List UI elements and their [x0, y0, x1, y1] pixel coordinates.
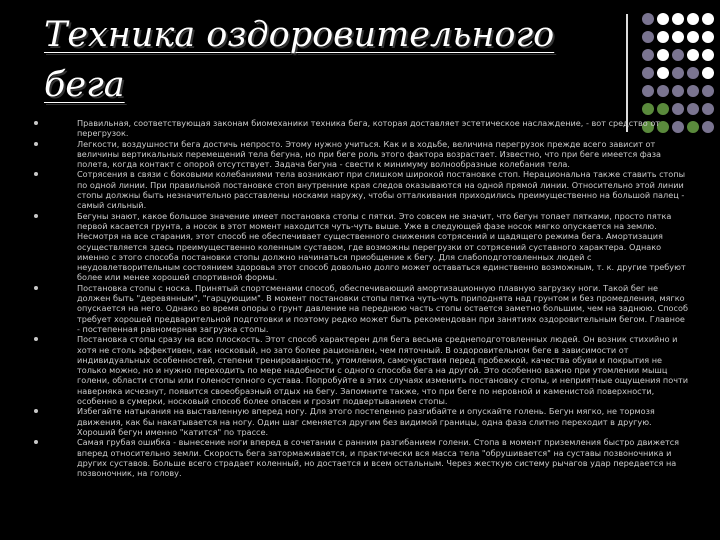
- decorative-dot-icon: [657, 67, 669, 79]
- bullet-dot-icon: [34, 286, 38, 290]
- decorative-dot-icon: [672, 85, 684, 97]
- bullet-text: Постановка стопы сразу на всю плоскость. Этот способ характерен для бега весьма среднеподготовленных людей. Он возник стихийно и хотя не столь эффективен, как носковый, но зато более рационален, чем пяточный. В оздоровительном беге в зависимости от индивидуальных особенностей, степени тренированности, утомления, самочувствия перед пробежкой, качества обуви и покрытия не только можно, но и нужно переходить по мере надобности с одного способа бега на другой. Это особенно важно при утомлении мышц голени, области стопы или голеностопного сустава. Попробуйте в этих случаях изменить постановку стопы, и неприятные ощущения почти наверняка исчезнут, появится своеобразный отдых на бегу. Запомните также, что при беге по неровной и каменистой поверхности, особенно в сумерки, носковый способ более опасен и грозит подвертыванием стопы.: [77, 334, 689, 407]
- bullet-dot-icon: [34, 214, 38, 218]
- decorative-dot-icon: [687, 49, 699, 61]
- slide-title: [44, 10, 604, 110]
- slide-title-line-2: бега: [44, 65, 125, 105]
- decorative-dot-icon: [657, 31, 669, 43]
- bullet-item: [34, 211, 689, 283]
- bullet-item: [34, 283, 689, 334]
- decorative-dot-icon: [702, 13, 714, 25]
- decorative-dot-icon: [657, 85, 669, 97]
- decorative-dot-icon: [702, 49, 714, 61]
- decorative-dot-icon: [642, 85, 654, 97]
- decorative-dot-icon: [642, 49, 654, 61]
- decorative-dot-icon: [702, 121, 714, 133]
- bullet-text: Легкости, воздушности бега достичь непросто. Этому нужно учиться. Как и в ходьбе, величина перегрузок прежде всего зависит от величины вертикальных перемещений тела бегуна, но при беге роль этого фактора возрастает. Известно, что при беге имеется фаза полета, когда контакт с опорой отсутствует. Задача бегуна - свести к минимуму волнообразные колебания тела.: [77, 138, 662, 170]
- decorative-dot-icon: [657, 103, 669, 115]
- decorative-dot-icon: [687, 85, 699, 97]
- bullet-item: [34, 139, 689, 170]
- decorative-dot-icon: [687, 31, 699, 43]
- decorative-divider: [626, 14, 628, 132]
- bullet-dot-icon: [34, 121, 38, 125]
- dot-row: [642, 85, 720, 103]
- decorative-dot-icon: [657, 13, 669, 25]
- decorative-dot-icon: [702, 103, 714, 115]
- bullet-text: Бегуны знают, какое большое значение имеет постановка стопы с пятки. Это совсем не значит, что бегун топает пятками, просто пятка первой касается грунта, а носок в этот момент находится чуть-чуть выше. Уже в следующей фазе носок мягко опускается на землю. Несмотря на все старания, этот способ не обеспечивает существенного снижения сотрясений и щадящего режима бега. Амортизация осуществляется здесь преимущественно коленным суставом, где возможны перегрузки от сотрясений суставного характера. Однако именно с этого способа постановки стопы должно начинаться приобщение к бегу. Для слабоподготовленных людей с неудовлетворительным состоянием здоровья этот способ довольно долго может оставаться единственно возможным, т. к. другие требуют более или менее хорошей спортивной формы.: [77, 210, 686, 283]
- decorative-dot-icon: [687, 67, 699, 79]
- decorative-dot-icon: [642, 103, 654, 115]
- decorative-dot-icon: [642, 13, 654, 25]
- bullet-item: [34, 169, 689, 210]
- dot-row: [642, 13, 720, 31]
- decorative-dot-icon: [642, 31, 654, 43]
- dot-row: [642, 67, 720, 85]
- dot-row: [642, 49, 720, 67]
- decorative-dot-icon: [672, 31, 684, 43]
- bullet-text: Правильная, соответствующая законам биомеханики техника бега, которая доставляет эстетическое наслаждение, - вот средство от перегрузок.: [77, 118, 661, 139]
- bullet-dot-icon: [34, 440, 38, 444]
- bullet-text: Самая грубая ошибка - вынесение ноги вперед в сочетании с ранним разгибанием голени. Стопа в момент приземления быстро движется вперед относительно земли. Скорость бега затормаживается, и практически вся масса тела "обрушивается" на суставы позвоночника и других суставов. Больше всего страдает коленный, но достается и всем остальным. Через жесткую систему рычагов удар передается на позвоночник, на голову.: [77, 437, 680, 479]
- dot-row: [642, 31, 720, 49]
- bullet-text: Постановка стопы с носка. Принятый спортсменами способ, обеспечивающий амортизационную плавную загрузку ноги. Такой бег не должен быть "деревянным", "гарцующим". В момент постановки стопы пятка чуть-чуть приподнята над грунтом и без промедления, мягко опускается на него. Однако во время опоры о грунт давление на переднюю часть стопы остается заметно большим, чем на заднюю. Способ требует хорошей предварительной подготовки и поэтому редко может быть рекомендован при занятиях оздоровительным бегом. Главное - постепенная равномерная загрузка стопы.: [77, 282, 688, 334]
- bullet-item: [34, 406, 689, 437]
- decorative-dot-icon: [672, 103, 684, 115]
- decorative-dot-icon: [672, 13, 684, 25]
- decorative-dot-icon: [642, 67, 654, 79]
- decorative-dot-icon: [672, 67, 684, 79]
- decorative-dot-icon: [687, 13, 699, 25]
- decorative-dot-icon: [687, 103, 699, 115]
- bullet-item: [34, 437, 689, 478]
- bullet-dot-icon: [34, 337, 38, 341]
- bullet-dot-icon: [34, 142, 38, 146]
- bullet-text: Сотрясения в связи с боковыми колебаниями тела возникают при слишком широкой постановке стоп. Нерациональна также ставить стопы по одной линии. При правильной постановке стоп внутренние края следов оказываются на одной прямой линии. Относительно этой линии стопы должны быть незначительно расставлены носками наружу, чтобы отталкивания приходились преимущественно на большой палец - самый сильный.: [77, 169, 685, 211]
- bullet-dot-icon: [34, 409, 38, 413]
- bullet-item: [34, 334, 689, 406]
- decorative-dot-icon: [702, 31, 714, 43]
- decorative-dot-icon: [672, 49, 684, 61]
- decorative-dot-icon: [702, 85, 714, 97]
- bullet-text: Избегайте натыкания на выставленную вперед ногу. Для этого постепенно разгибайте и опускайте голень. Бегун мягко, не тормозя движения, как бы накатывается на ногу. Один шаг сменяется другим без видимой границы, одна фаза слитно переходит в другую. Хороший бегун именно "катится" по трассе.: [77, 406, 655, 437]
- bullet-item: [34, 118, 689, 139]
- bullet-list: [34, 118, 689, 478]
- slide-title-line-1: Техника оздоровительного: [44, 15, 555, 55]
- bullet-dot-icon: [34, 172, 38, 176]
- decorative-dot-icon: [702, 67, 714, 79]
- decorative-dot-icon: [657, 49, 669, 61]
